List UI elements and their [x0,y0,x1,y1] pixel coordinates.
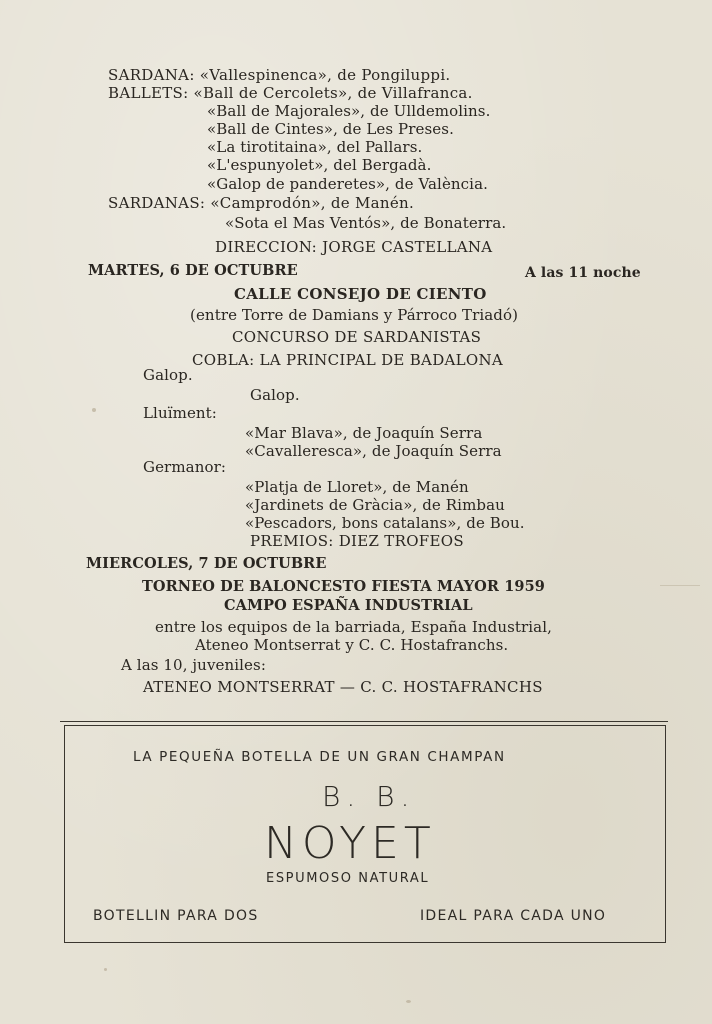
program-line: Germanor: [143,458,227,476]
program-line: SARDANAS: «Camprodón», de Manén. [108,194,415,212]
advert-tagline: LA PEQUEÑA BOTELLA DE UN GRAN CHAMPAN [133,749,506,765]
program-line: «Cavalleresca», de Joaquín Serra [245,442,502,460]
program-line: «Pescadors, bons catalans», de Bou. [245,514,525,532]
paper-speck [104,968,107,971]
program-line: «Platja de Lloret», de Manén [245,478,469,496]
program-line: «L'espunyolet», del Bergadà. [207,156,432,174]
program-line: DIRECCION: JORGE CASTELLANA [215,238,493,256]
event-date: MARTES, 6 DE OCTUBRE [88,262,298,279]
event-place: CALLE CONSEJO DE CIENTO [234,285,487,303]
program-line: BALLETS: «Ball de Cercolets», de Villafranca. [108,84,473,102]
program-line: «Mar Blava», de Joaquín Serra [245,424,483,442]
event-title: TORNEO DE BALONCESTO FIESTA MAYOR 1959 [142,578,545,595]
event-place: CAMPO ESPAÑA INDUSTRIAL [224,597,473,614]
advert-initials: B. B. [322,780,416,813]
paper-speck [92,408,96,412]
advert-brand-logo: NOYET [264,818,436,869]
program-line: SARDANA: «Vallespinenca», de Pongiluppi. [108,66,451,84]
event-place-detail: (entre Torre de Damians y Párroco Triadó) [190,306,519,324]
program-line: entre los equipos de la barriada, España Industrial, [155,618,552,636]
advert-note-left: BOTELLIN PARA DOS [93,908,259,924]
advert-note-right: IDEAL PARA CADA UNO [420,908,607,924]
program-line: «Ball de Majorales», de Ulldemolins. [207,102,491,120]
paper-mark [660,585,700,586]
program-line: Ateneo Montserrat y C. C. Hostafranchs. [195,636,509,654]
program-line: «La tirotitaina», del Pallars. [207,138,423,156]
program-line: «Sota el Mas Ventós», de Bonaterra. [225,214,507,232]
program-line: «Ball de Cintes», de Les Preses. [207,120,454,138]
match-line: ATENEO MONTSERRAT — C. C. HOSTAFRANCHS [143,678,543,696]
program-line: «Galop de panderetes», de València. [207,175,488,193]
event-time: A las 11 noche [525,265,641,281]
advert-subtitle: ESPUMOSO NATURAL [266,871,430,886]
program-line: «Jardinets de Gràcia», de Rimbau [245,496,505,514]
program-line: Galop. [250,386,300,404]
program-line: PREMIOS: DIEZ TROFEOS [250,532,464,550]
divider [60,721,668,722]
paper-speck [406,1000,411,1003]
event-cobla: COBLA: LA PRINCIPAL DE BADALONA [192,351,504,369]
event-title: CONCURSO DE SARDANISTAS [232,328,482,346]
program-line: Galop. [143,366,193,384]
program-line: Lluïment: [143,404,217,422]
program-line: A las 10, juveniles: [121,656,266,674]
event-date: MIERCOLES, 7 DE OCTUBRE [86,555,327,572]
